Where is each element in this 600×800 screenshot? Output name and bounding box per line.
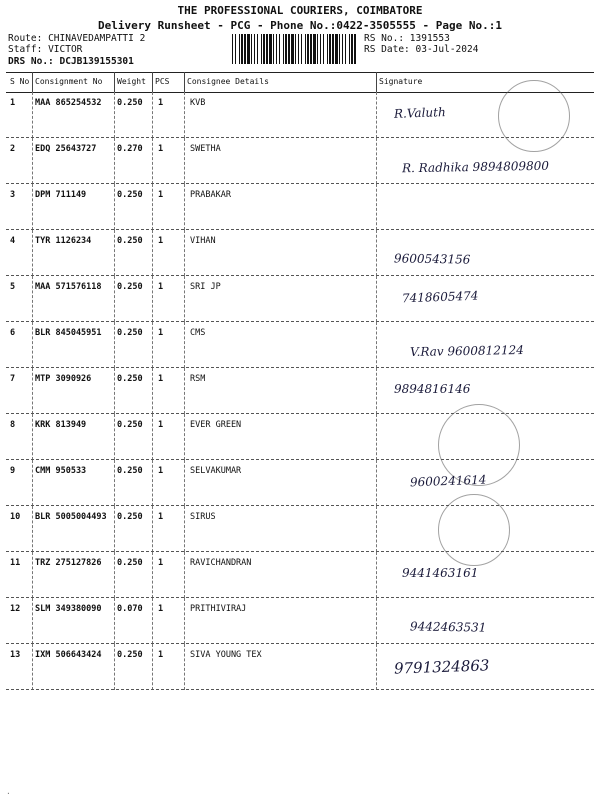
rs-date-value: 03-Jul-2024 [415, 44, 479, 55]
table-row [6, 552, 594, 598]
cell-consignment: MAA 571576118 [35, 282, 102, 292]
staff-value: VICTOR [48, 44, 83, 55]
table-row [6, 644, 594, 690]
cell-consignee: SRI JP [190, 282, 221, 292]
cell-weight: 0.250 [117, 512, 143, 522]
cell-sno: 1 [10, 98, 16, 108]
cell-consignee: VIHAN [190, 236, 216, 246]
signature-cell [378, 552, 594, 598]
runsheet-title: THE PROFESSIONAL COURIERS, COIMBATORE [177, 4, 423, 17]
cell-sno: 13 [10, 650, 21, 660]
cell-consignment: TRZ 275127826 [35, 558, 102, 568]
cell-consignee: SELVAKUMAR [190, 466, 242, 476]
cell-sno: 5 [10, 282, 16, 292]
drs-line [8, 56, 134, 67]
cell-pcs: 1 [158, 144, 164, 154]
handwritten-signature: 7418605474 [401, 288, 479, 306]
cell-consignee: CMS [190, 328, 206, 338]
cell-pcs: 1 [158, 604, 164, 614]
table-row [6, 184, 594, 230]
handwritten-signature: 9791324863 [393, 656, 490, 678]
signature-cell [378, 138, 594, 184]
cell-consignment: BLR 845045951 [35, 328, 102, 338]
table-row [6, 230, 594, 276]
cell-pcs: 1 [158, 328, 164, 338]
rs-date-label: RS Date: [364, 44, 410, 55]
cell-sno: 2 [10, 144, 16, 154]
cell-sno: 3 [10, 190, 16, 200]
drs-label: DRS No.: [8, 56, 54, 67]
cell-consignment: MTP 3090926 [35, 374, 92, 384]
cell-consignment: BLR 5005004493 [35, 512, 107, 522]
cell-pcs: 1 [158, 420, 164, 430]
cell-pcs: 1 [158, 282, 164, 292]
handwritten-signature: 9600543156 [393, 251, 471, 267]
cell-consignee: EVER GREEN [190, 420, 242, 430]
cell-sno: 10 [10, 512, 21, 522]
route-label: Route: [8, 33, 43, 44]
drs-value: DCJB139155301 [59, 56, 134, 67]
header-sno: S No [10, 77, 30, 86]
handwritten-signature: 9441463161 [402, 566, 479, 580]
barcode-image [232, 34, 356, 64]
cell-weight: 0.270 [117, 144, 143, 154]
handwritten-signature: 9442463531 [409, 619, 487, 635]
cell-consignment: SLM 349380090 [35, 604, 102, 614]
table-row [6, 460, 594, 506]
route-line [8, 33, 145, 44]
signature-cell [378, 184, 594, 230]
cell-sno: 9 [10, 466, 16, 476]
cell-weight: 0.250 [117, 236, 143, 246]
cell-consignee: SWETHA [190, 144, 221, 154]
cell-sno: 7 [10, 374, 16, 384]
header-weight: Weight [117, 77, 146, 86]
staff-line [8, 44, 82, 55]
cell-weight: 0.250 [117, 650, 143, 660]
rs-no-line [364, 33, 450, 44]
signature-cell [378, 92, 594, 138]
table-row [6, 414, 594, 460]
cell-weight: 0.250 [117, 558, 143, 568]
cell-weight: 0.250 [117, 328, 143, 338]
cell-pcs: 1 [158, 558, 164, 568]
table-row [6, 506, 594, 552]
cell-consignment: CMM 950533 [35, 466, 87, 476]
cell-sno: 4 [10, 236, 16, 246]
signature-cell [378, 644, 594, 690]
cell-sno: 8 [10, 420, 16, 430]
header-consignee: Consignee Details [187, 77, 269, 86]
runsheet-table [6, 72, 594, 692]
cell-pcs: 1 [158, 650, 164, 660]
handwritten-signature: 9600241614 [409, 472, 487, 490]
staff-label: Staff: [8, 44, 43, 55]
cell-pcs: 1 [158, 190, 164, 200]
cell-consignee: PRITHIVIRAJ [190, 604, 247, 614]
signature-cell [378, 276, 594, 322]
table-row [6, 322, 594, 368]
header-signature: Signature [379, 77, 423, 86]
cell-sno: 11 [10, 558, 21, 568]
cell-weight: 0.250 [117, 282, 143, 292]
signature-cell [378, 414, 594, 460]
header-pcs: PCS [155, 77, 170, 86]
cell-pcs: 1 [158, 466, 164, 476]
signature-cell [378, 598, 594, 644]
cell-consignee: PRABAKAR [190, 190, 231, 200]
cell-sno: 12 [10, 604, 21, 614]
cell-consignment: MAA 865254532 [35, 98, 102, 108]
cell-weight: 0.250 [117, 98, 143, 108]
rs-date-line [364, 44, 478, 55]
handwritten-signature: R. Radhika 9894809800 [401, 158, 550, 176]
table-row [6, 276, 594, 322]
cell-weight: 0.250 [117, 466, 143, 476]
cell-weight: 0.250 [117, 190, 143, 200]
cell-consignee: SIVA YOUNG TEX [190, 650, 262, 660]
cell-consignee: RAVICHANDRAN [190, 558, 252, 568]
cell-pcs: 1 [158, 236, 164, 246]
cell-consignee: RSM [190, 374, 206, 384]
cell-weight: 0.070 [117, 604, 143, 614]
handwritten-signature: V.Rav 9600812124 [409, 343, 524, 359]
cell-consignee: KVB [190, 98, 206, 108]
header-consignment: Consignment No [35, 77, 103, 86]
cell-pcs: 1 [158, 98, 164, 108]
cell-consignment: IXM 506643424 [35, 650, 102, 660]
table-row [6, 598, 594, 644]
table-row [6, 92, 594, 138]
cell-consignee: SIRUS [190, 512, 216, 522]
signature-cell [378, 322, 594, 368]
cell-consignment: TYR 1126234 [35, 236, 92, 246]
cell-consignment: DPM 711149 [35, 190, 87, 200]
signature-cell [378, 506, 594, 552]
cell-weight: 0.250 [117, 420, 143, 430]
runsheet-subtitle: Delivery Runsheet - PCG - Phone No.:0422-3505555 - Page No.:1 [98, 19, 502, 32]
handwritten-signature: 9894816146 [394, 382, 471, 396]
table-row [6, 138, 594, 184]
page-mark: · [6, 789, 11, 798]
cell-pcs: 1 [158, 512, 164, 522]
cell-consignment: EDQ 25643727 [35, 144, 97, 154]
cell-sno: 6 [10, 328, 16, 338]
cell-consignment: KRK 813949 [35, 420, 87, 430]
cell-weight: 0.250 [117, 374, 143, 384]
cell-pcs: 1 [158, 374, 164, 384]
route-value: CHINAVEDAMPATTI 2 [48, 33, 146, 44]
signature-cell [378, 230, 594, 276]
rs-no-value: 1391553 [409, 33, 450, 44]
rs-no-label: RS No.: [364, 33, 405, 44]
handwritten-signature: R.Valuth [393, 105, 446, 121]
table-row [6, 368, 594, 414]
